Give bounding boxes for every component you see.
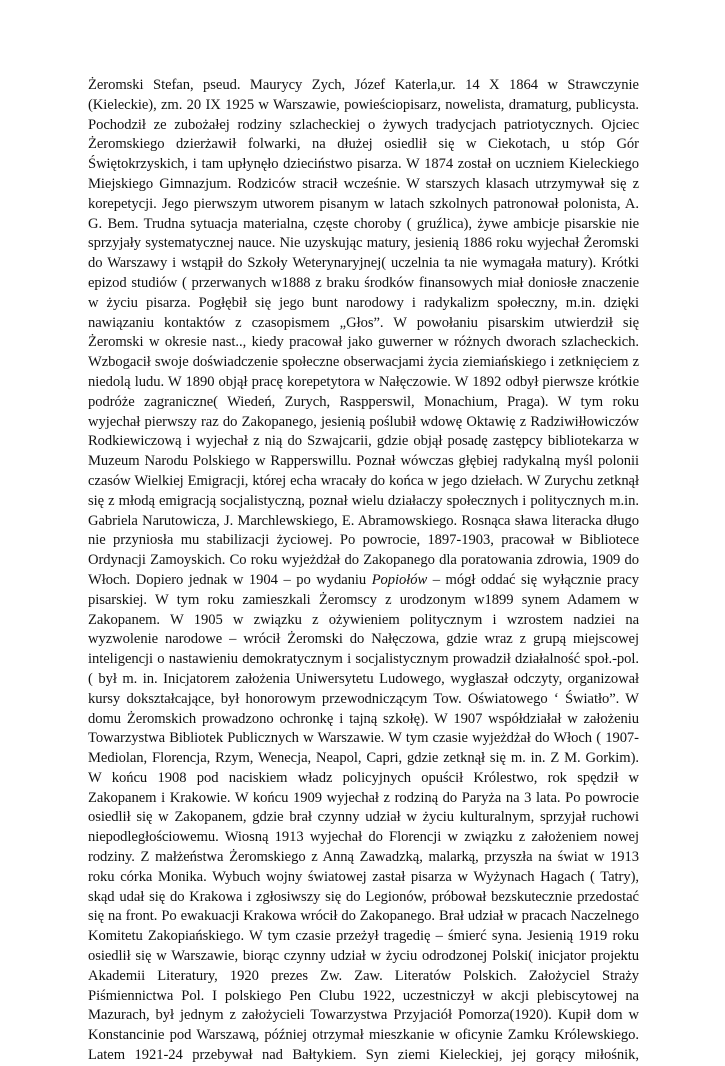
text-line: skąd udał się do Krakowa i zgłosiwszy się do Legionów, próbował bezskutecznie przedostać [88, 888, 639, 905]
text-line: podróże zagraniczne( Wiedeń, Zurych, Raspperswil, Monachium, Praga). W tym roku [88, 393, 639, 410]
text-line: Latem 1921-24 przebywał nad Bałtykiem. Syn ziemi Kieleckiej, jej gorący miłośnik, [88, 1047, 639, 1064]
text-line: osiedlił się w Warszawie, biorąc czynny udział w życiu odrodzonej Polski( inicjator projektu [88, 948, 639, 965]
text-line: epizod studiów ( przerwanych w1888 z braku środków finansowych miał doniosłe znaczenie [88, 274, 639, 291]
text-line: Ordynacji Zamoyskich. Co roku wyjeżdżał do Zakopanego dla poratowania zdrowia, 1909 do [88, 552, 639, 569]
text-line: inteligencji o nastawieniu demokratycznym i socjalistycznym prowadził działalność społ.-pol. [88, 651, 639, 668]
text-line: sprzyjały systematycznej nauce. Nie uzyskując matury, jesienią 1886 roku wyjechał Żeromski [88, 235, 639, 252]
text-line: (Kieleckie), zm. 20 IX 1925 w Warszawie, powieściopisarz, nowelista, dramaturg, publicysta. [88, 96, 639, 113]
text-line: czasów Wielkiej Emigracji, której echa wracały do końca w jego dziełach. W Zurychu zetknął [88, 472, 639, 489]
text-line: Żeromski w okresie nast.., kiedy pracował jako guwerner w różnych dworach szlacheckich. [88, 334, 639, 351]
text-line: roku córka Monika. Wybuch wojny światowej zastał pisarza w Wyżynach Hagach ( Tatry), [88, 868, 639, 885]
document-page [88, 76, 639, 1066]
text-line: wyzwolenie narodowe – wrócił Żeromski do Nałęczowa, gdzie wraz z grupą miejscowej [88, 631, 639, 648]
text-line: się z młodą emigracją socjalistyczną, poznał wielu działaczy społecznych i politycznych m.in. [88, 492, 639, 509]
text-line: G. Bem. Trudna sytuacja materialna, częste choroby ( gruźlica), żywe ambicje pisarskie nie [88, 215, 639, 232]
text-line: Gabriela Narutowicza, J. Marchlewskiego, E. Abramowskiego. Rosnąca sława literacka długo [88, 512, 639, 529]
text-segment: – mógł oddać się wyłącznie pracy [432, 571, 639, 588]
text-line: korepetycji. Jego pierwszym utworem pisanym w latach szkolnych patronował polonista, A. [88, 195, 639, 212]
text-line: Wzbogacił swoje doświadczenie społeczne obserwacjami życia ziemiańskiego i zetknięciem z [88, 354, 639, 371]
text-line: niedolą ludu. W 1890 objął pracę korepetytora w Nałęczowie. W 1892 odbył pierwsze krótkie [88, 373, 639, 390]
text-line: rodziny. Z małżeństwa Żeromskiego z Anną Zawadzką, malarką, przyszła na świat w 1913 [88, 849, 639, 866]
text-line: Zakopanem i Krakowie. W końcu 1909 wyjechał z rodziną do Paryża na 3 lata. Po powrocie [88, 789, 639, 806]
text-line: się na front. Po ewakuacji Krakowa wrócił do Zakopanego. Brał udział w pracach Naczelnego [88, 908, 639, 925]
text-line: osiedlił się w Zakopanem, gdzie brał czynny udział w życiu kulturalnym, sprzyjał ruchowi [88, 809, 639, 826]
text-line: Miejskiego Gimnazjum. Rodziców stracił wcześnie. W starszych klasach utrzymywał się z [88, 175, 639, 192]
text-line: Komitetu Zakopiańskiego. W tym czasie przeżył tragedię – śmierć syna. Jesienią 1919 roku [88, 928, 639, 945]
text-line: pisarskiej. W tym roku zamieszkali Żeromscy z urodzonym w1899 synem Adamem w [88, 591, 639, 608]
text-line: Mediolan, Florencja, Rzym, Wenecja, Neapol, Capri, gdzie zetknął się m. in. Z M. Gorkim). [88, 750, 639, 767]
text-line [88, 571, 639, 591]
text-line: wyjechał pierwszy raz do Zakopanego, jesienią poślubił wdowę Oktawię z Radziwiłłowiczów [88, 413, 639, 430]
text-line: Świętokrzyskich, i tam upłynęło dzieciństwo pisarza. W 1874 został on uczniem Kieleckiego [88, 156, 639, 173]
text-line: Konstancinie pod Warszawą, później otrzymał mieszkanie w oficynie Zamku Królewskiego. [88, 1027, 639, 1044]
text-line: Akademii Literatury, 1920 prezes Zw. Zaw. Literatów Polskich. Założyciel Straży [88, 967, 639, 984]
text-line: W końcu 1908 pod naciskiem władz policyjnych opuścił Królestwo, rok spędził w [88, 769, 639, 786]
text-line: Piśmiennictwa Pol. I polskiego Pen Clubu 1922, uczestniczył w akcji plebiscytowej na [88, 987, 639, 1004]
text-line: do Warszawy i wstąpił do Szkoły Weterynaryjnej( uczelnia ta nie wymagała matury). Krótki [88, 255, 639, 272]
text-line: Towarzystwa Bibliotek Publicznych w Warszawie. W tym czasie wyjeżdżał do Włoch ( 1907- [88, 730, 639, 747]
book-title: Popiołów [371, 571, 428, 588]
text-line: Rodkiewiczową i wyjechał z nią do Szwajcarii, gdzie objął posadę zastępcy bibliotekarza w [88, 433, 639, 450]
text-line: nie przyniosła mu stabilizacji życiowej. Po powrocie, 1897-1903, pracował w Bibliotece [88, 532, 639, 549]
text-segment: Włoch. Dopiero jednak w 1904 – po wydaniu [88, 571, 367, 588]
text-line: Zakopanem. W 1905 w związku z ożywieniem politycznym i wzrostem nadziei na [88, 611, 639, 628]
text-line: w życiu pisarza. Pogłębił się jego bunt narodowy i radykalizm społeczny, m.in. dzięki [88, 294, 639, 311]
text-line: Żeromski Stefan, pseud. Maurycy Zych, Józef Katerla,ur. 14 X 1864 w Strawczynie [88, 77, 639, 93]
text-line: niepodległościowemu. Wiosną 1913 wyjechał do Florencji w związku z założeniem nowej [88, 829, 639, 846]
text-line: Muzeum Narodu Polskiego w Rapperswillu. Poznał wówczas głębiej radykalną myśl polonii [88, 453, 639, 470]
text-line: kursy dokształcające, był honorowym przewodniczącym Tow. Oświatowego ‘ Światło”. W [88, 690, 639, 707]
text-line: Żeromskiego dzierżawił folwarki, na dłużej osiedlił się w Ciekotach, u stóp Gór [88, 136, 639, 153]
text-line: Mazurach, był jednym z założycieli Towarzystwa Przyjaciół Pomorza(1920). Kupił dom w [88, 1007, 639, 1024]
text-line: nawiązaniu kontaktów z czasopismem „Głos”. W powołaniu pisarskim utwierdził się [88, 314, 639, 331]
text-line: ( był m. in. Inicjatorem założenia Uniwersytetu Ludowego, wygłaszał odczyty, organizował [88, 670, 639, 687]
text-line: domu Żeromskich prowadzono ochronkę i tajną szkołę). W 1907 współdziałał w założeniu [88, 710, 639, 727]
text-line: Pochodził ze zubożałej rodziny szlacheckiej o żywych tradycjach patriotycznych. Ojciec [88, 116, 639, 133]
